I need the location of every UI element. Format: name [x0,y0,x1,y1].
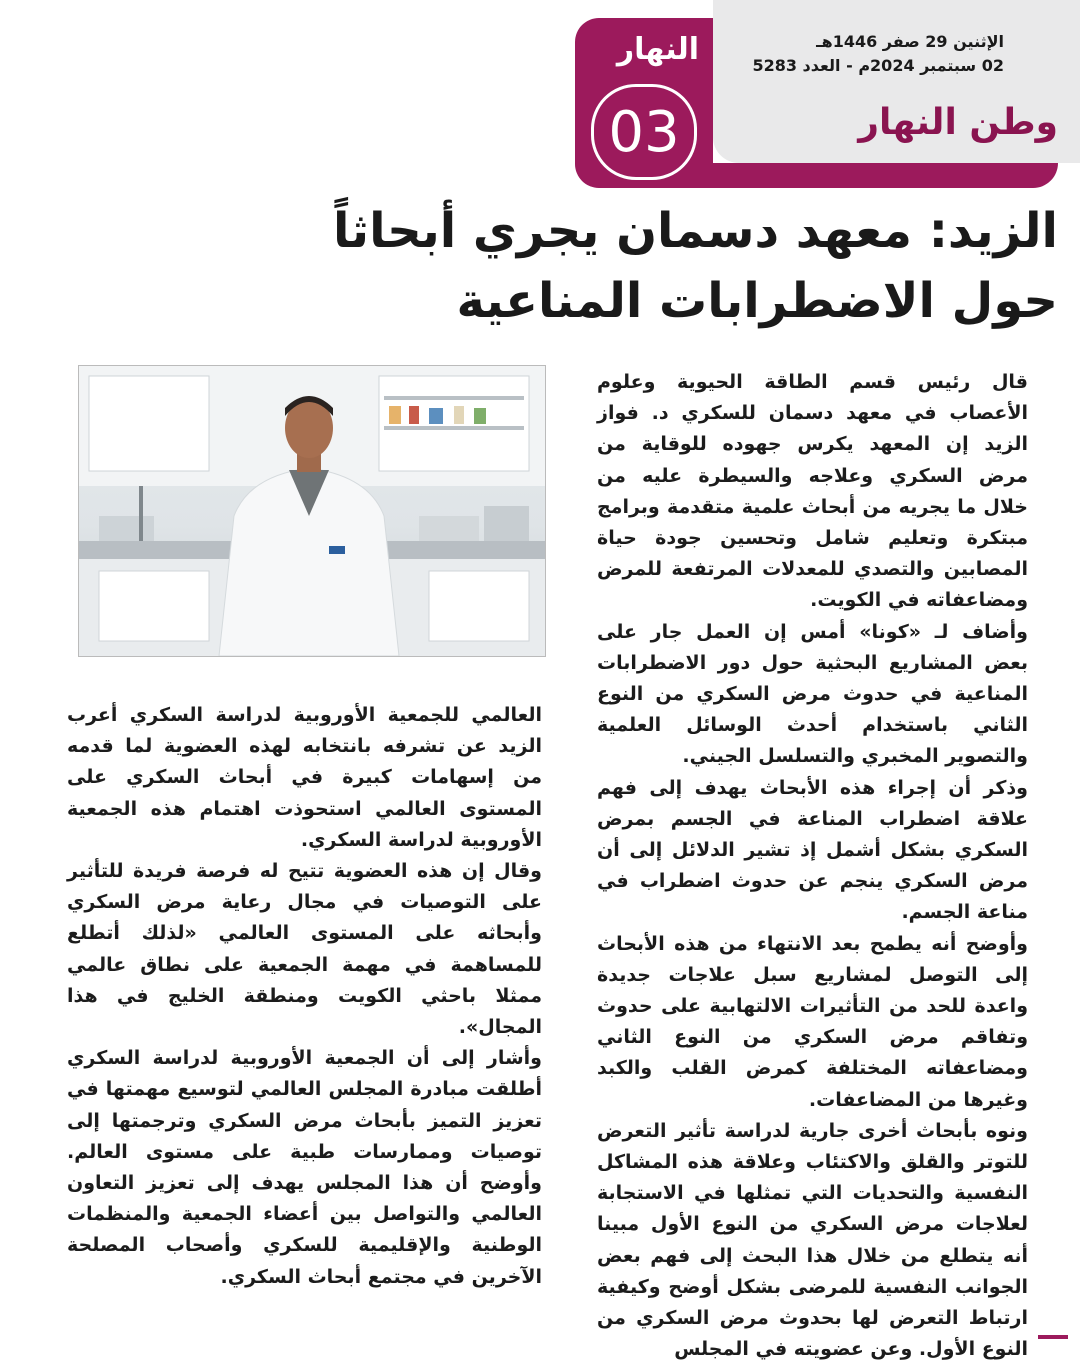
paragraph: وقال إن هذه العضوية تتيح له فرصة فريدة للتأثير على التوصيات في مجال رعاية مرض السكري وأبحاثه على المستوى العالمي «لذلك أتطلع للمساهمة في مهمة الجمعية على نطاق عالمي ممثلا باحثي الكويت ومنطقة الخليج في هذا المجال». [67,860,542,1039]
paragraph: وأضاف لـ «كونا» أمس إن العمل جار على بعض المشاريع البحثية حول دور الاضطرابات المناعية في حدوث مرض السكري من النوع الثاني باستخدام أحدث الوسائل العلمية والتصوير المخبري والتسلسل الجيني. [597,620,1028,768]
paragraph: قال رئيس قسم الطاقة الحيوية وعلوم الأعصاب في معهد دسمان للسكري د. فواز الزيد إن المعهد يكرس جهوده للوقاية من مرض السكري وعلاجه والسيطرة عليه من خلال ما يجريه من أبحاث علمية متقدمة وبرامج مبتكرة وتعليم شامل وتحسين جودة حياة المصابين والتصدي للمعدلات المرتفعة للمرض ومضاعفاته في الكويت. [597,371,1028,612]
page-number: 03 [591,84,697,180]
end-rule [1038,1335,1068,1339]
article-photo [78,365,546,657]
section-title: وطن النهار [858,102,1058,143]
date-hijri: الإثنين 29 صفر 1446هـ [816,32,1004,51]
paragraph: العالمي للجمعية الأوروبية لدراسة السكري أعرب الزيد عن تشرفه بانتخابه لهذه العضوية لما قدمه من إسهامات كبيرة في أبحاث السكري على المستوى العالمي استحوذت اهتمام هذه الجمعية الأوروبية لدراسة السكري. [67,704,542,851]
paragraph: وأشار إلى أن الجمعية الأوروبية لدراسة السكري أطلقت مبادرة المجلس العالمي لتوسيع مهمتها في تعزيز التميز بأبحاث مرض السكري وترجمتها إلى توصيات وممارسات طبية على مستوى العالم. وأوضح أن هذا المجلس يهدف إلى تعزيز التعاون العالمي والتواصل بين أعضاء الجمعية والمنظمات الوطنية والإقليمية للسكري وأصحاب المصلحة الآخرين في مجتمع أبحاث السكري. [67,1047,542,1288]
date-gregorian-issue: 02 سبتمبر 2024م - العدد 5283 [752,56,1004,75]
lab-portrait-illustration [79,366,545,656]
header-accent-bar [713,163,1058,188]
paragraph: وأوضح أنه يطمح بعد الانتهاء من هذه الأبحاث إلى التوصل لمشاريع سبل علاجات جديدة واعدة للحد من التأثيرات الالتهابية على حدوث وتفاقم مرض السكري من النوع الثاني ومضاعفاته المختلفة كمرض القلب والكبد وغيرها من المضاعفات. [597,932,1028,1111]
article-column-right [597,367,1028,1361]
paper-name: النهار [616,32,699,67]
issue-date [752,30,1004,78]
article-headline [298,196,1058,336]
headline-line-2: حول الاضطرابات المناعية [456,273,1058,329]
headline-line-1: الزيد: معهد دسمان يجري أبحاثاً [333,203,1058,259]
paper-badge [575,18,713,188]
paragraph: وذكر أن إجراء هذه الأبحاث يهدف إلى فهم علاقة اضطراب المناعة في الجسم بمرض السكري بشكل أشمل إذ تشير الدلائل إلى أن مرض السكري ينجم عن حدوث اضطراب في مناعة الجسم. [597,776,1028,924]
article-column-left [67,700,542,1330]
paragraph: ونوه بأبحاث أخرى جارية لدراسة تأثير التعرض للتوتر والقلق والاكتئاب وعلاقة هذه المشاكل النفسية والتحديات التي تمثلها في الاستجابة لعلاجات مرض السكري من النوع الأول مبينا أنه يتطلع من خلال هذا البحث إلى فهم بعض الجوانب النفسية للمرضى بشكل أوضح وكيفية ارتباط التعرض لها بحدوث مرض السكري من النوع الأول. وعن عضويته في المجلس [597,1119,1028,1361]
